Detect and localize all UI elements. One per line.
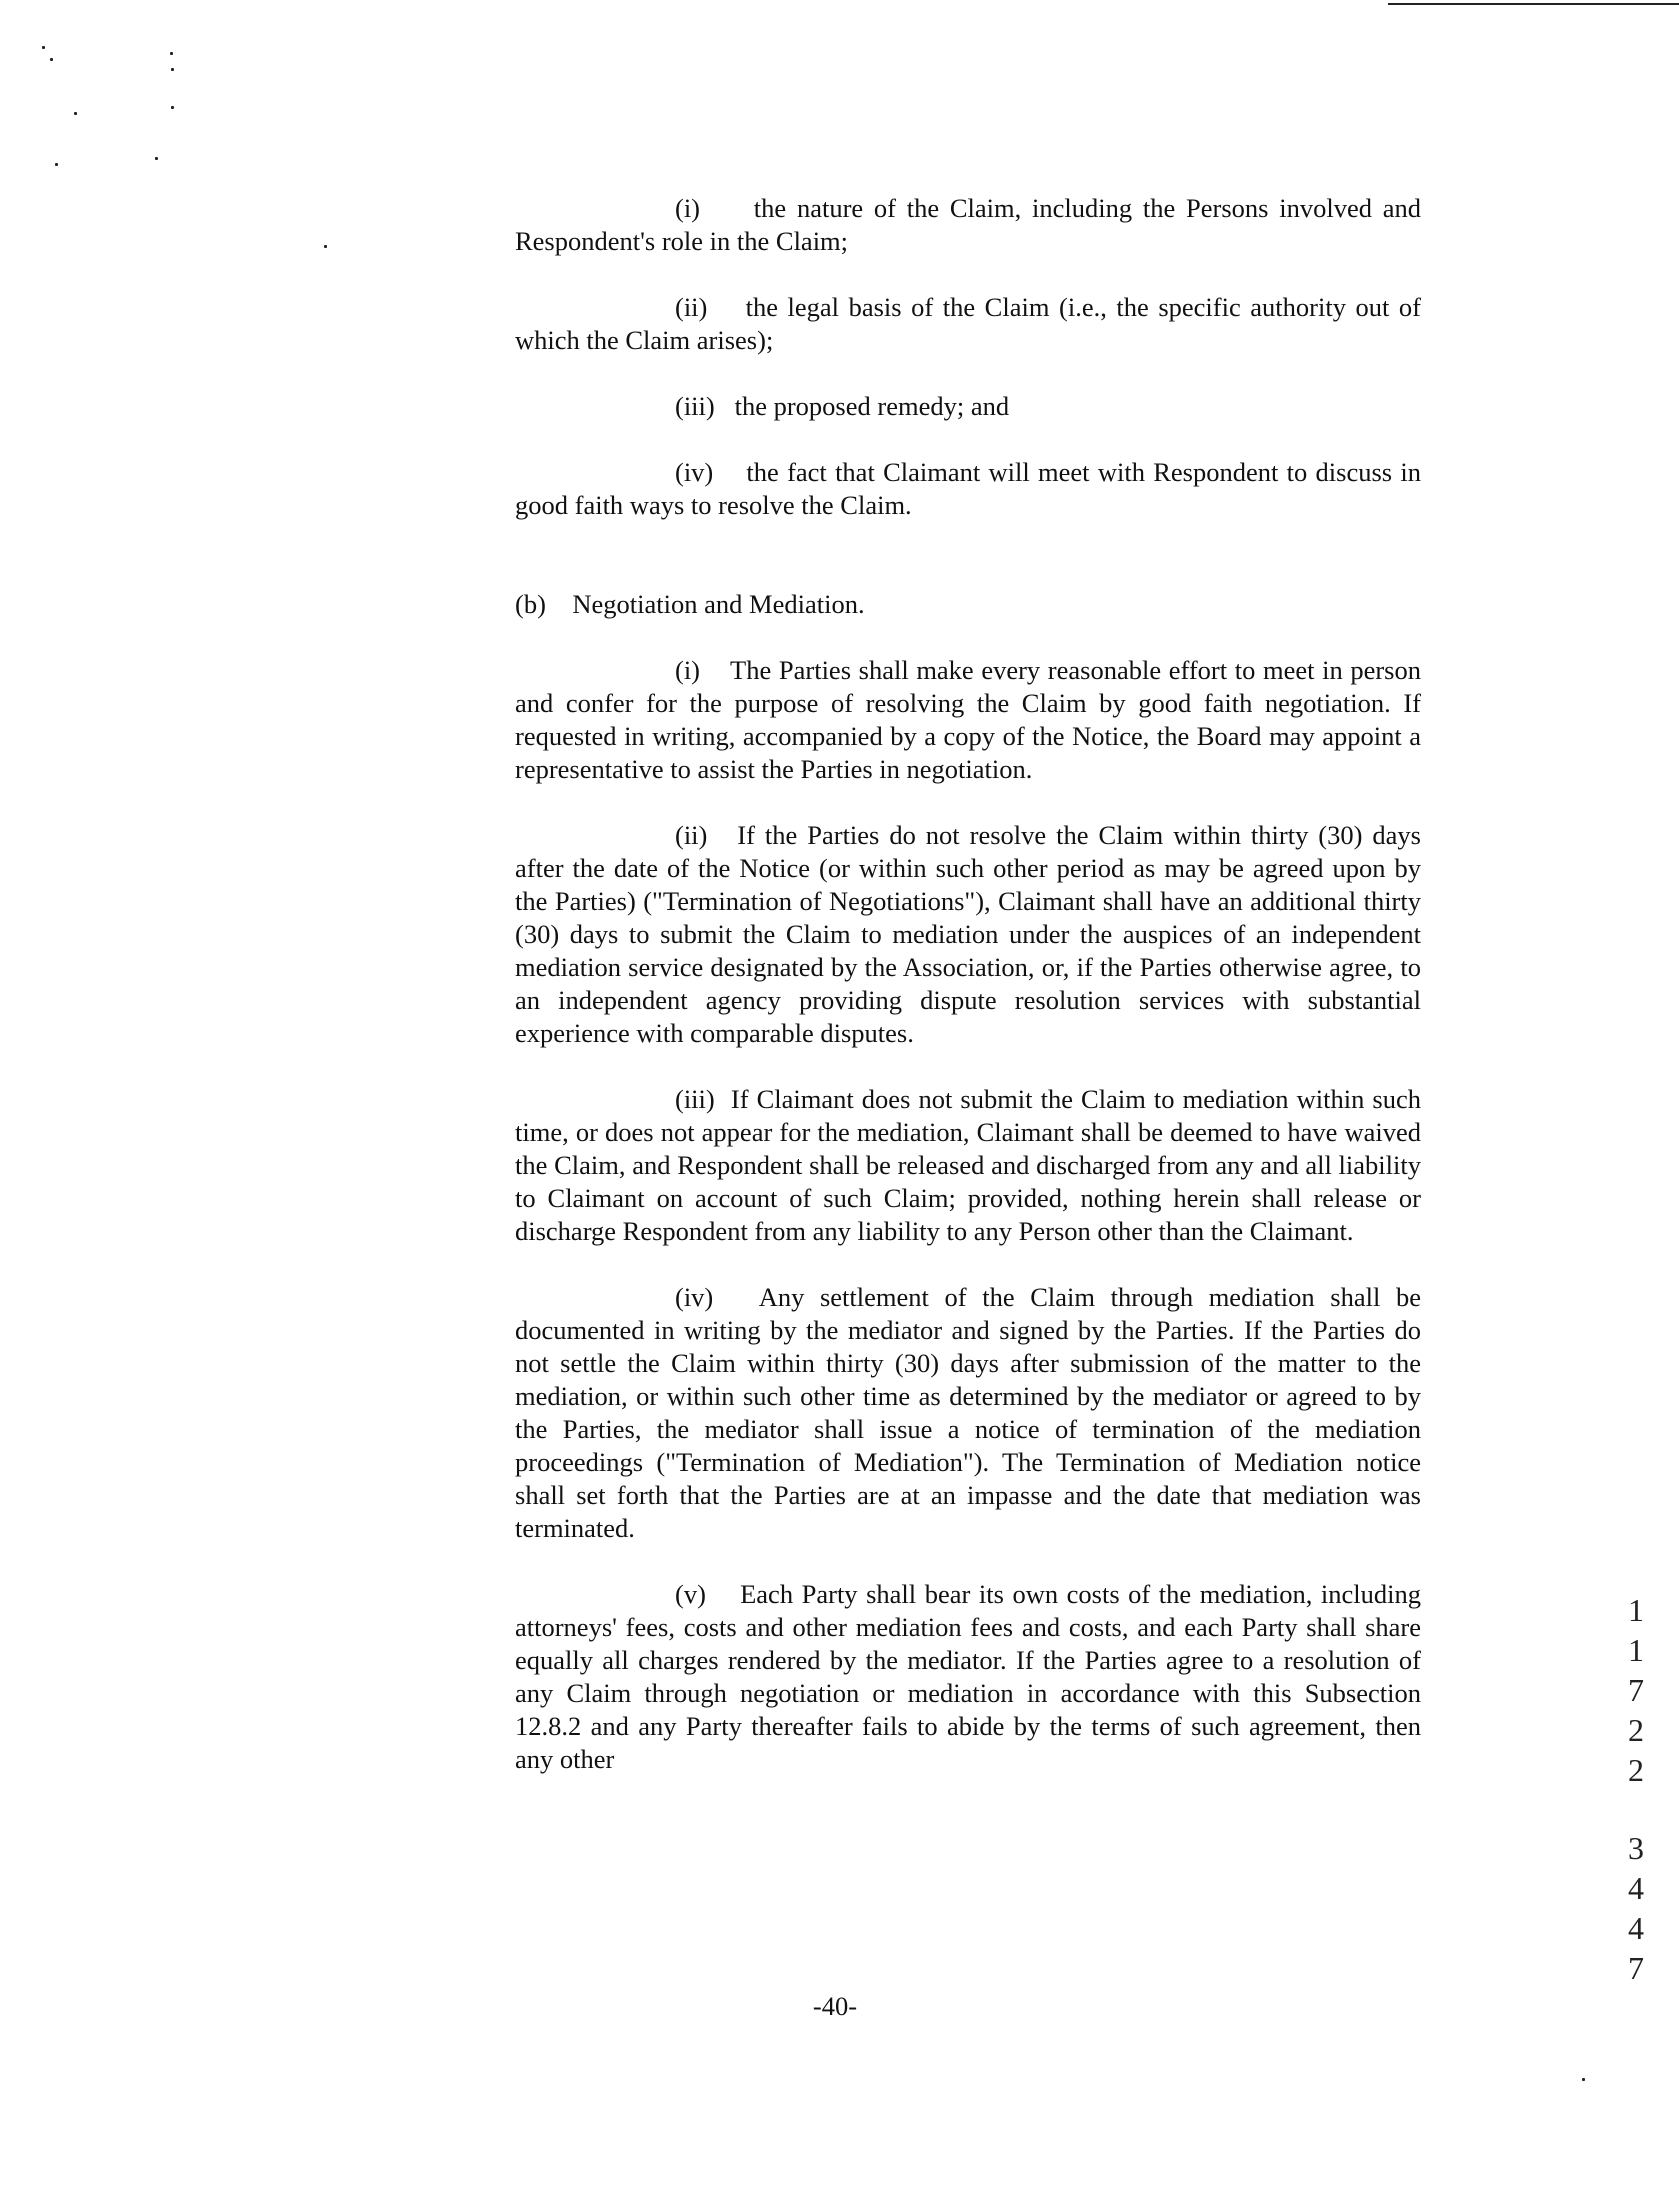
- scan-speck: [1582, 2078, 1585, 2081]
- stamp-digit: 2: [1628, 1752, 1644, 1788]
- scan-speck: [155, 157, 158, 160]
- scan-speck: [50, 58, 53, 61]
- clause-a-iv: (iv) the fact that Claimant will meet with Respondent to discuss in good faith ways to resolve the Claim.: [515, 457, 1421, 520]
- stamp-digit: 7: [1628, 1672, 1644, 1708]
- stamp-digit: 1: [1628, 1592, 1644, 1628]
- clause-b-iv: (iv) Any settlement of the Claim through mediation shall be documented in writing by the mediator and signed by the Parties. If the Parties do not settle the Claim within thirty (30) days after submission of the matter to the mediation, or within such other time as determined by the mediator or agreed to by the Parties, the mediator shall issue a notice of termination of the mediation proceedings ("Termination of Mediation"). The Termination of Mediation notice shall set forth that the Parties are at an impasse and the date that mediation was terminated.: [515, 1282, 1421, 1543]
- clause-b-v: (v) Each Party shall bear its own costs of the mediation, including attorneys' fees, costs and other mediation fees and costs, and each Party shall share equally all charges rendered by the mediator. If the Parties agree to a resolution of any Claim through negotiation or mediation in accordance with this Subsection 12.8.2 and any Party thereafter fails to abide by the terms of such agreement, then any other: [515, 1579, 1421, 1774]
- scan-speck: [42, 46, 45, 49]
- clause-a-iii: (iii) the proposed remedy; and: [675, 391, 1010, 421]
- stamp-digit: 2: [1628, 1712, 1644, 1748]
- clause-b-i: (i) The Parties shall make every reasonable effort to meet in person and confer for the purpose of resolving the Claim by good faith negotiation. If requested in writing, accompanied by a copy of the Notice, the Board may appoint a representative to assist the Parties in negotiation.: [515, 655, 1421, 784]
- clause-b-ii: (ii) If the Parties do not resolve the Claim within thirty (30) days after the date of the Notice (or within such other period as may be agreed upon by the Parties) ("Termination of Negotiations"), Claimant shall have an additional thirty (30) days to submit the Claim to mediation under the auspices of an independent mediation service designated by the Association, or, if the Parties otherwise agree, to an independent agency providing dispute resolution services with substantial experience with comparable disputes.: [515, 820, 1421, 1048]
- clause-a-ii: (ii) the legal basis of the Claim (i.e., the specific authority out of which the Claim arises);: [515, 292, 1421, 355]
- scan-speck: [171, 106, 174, 109]
- margin-stamp: [1616, 1590, 1656, 1988]
- scan-speck: [74, 112, 77, 115]
- stamp-digit: 4: [1628, 1870, 1644, 1906]
- clause-a-i: (i) the nature of the Claim, including the Persons involved and Respondent's role in the Claim;: [515, 193, 1421, 256]
- scan-speck: [171, 68, 174, 71]
- stamp-digit: 4: [1628, 1910, 1644, 1946]
- document-body: [515, 192, 1421, 1776]
- clause-b-iii: (iii) If Claimant does not submit the Claim to mediation within such time, or does not appear for the mediation, Claimant shall be deemed to have waived the Claim, and Respondent shall be released and discharged from any and all liability to Claimant on account of such Claim; provided, nothing herein shall release or discharge Respondent from any liability to any Person other than the Claimant.: [515, 1084, 1421, 1246]
- scan-speck: [170, 52, 173, 55]
- page-number: -40-: [812, 1991, 858, 2021]
- stamp-digit: 3: [1628, 1830, 1644, 1866]
- stamp-gap: [1616, 1790, 1656, 1828]
- top-edge-rule: [1388, 3, 1679, 5]
- section-b-heading: (b) Negotiation and Mediation.: [515, 589, 865, 619]
- scan-speck: [324, 245, 327, 248]
- scan-speck: [55, 163, 58, 166]
- stamp-digit: 1: [1628, 1632, 1644, 1668]
- stamp-digit: 7: [1628, 1950, 1644, 1986]
